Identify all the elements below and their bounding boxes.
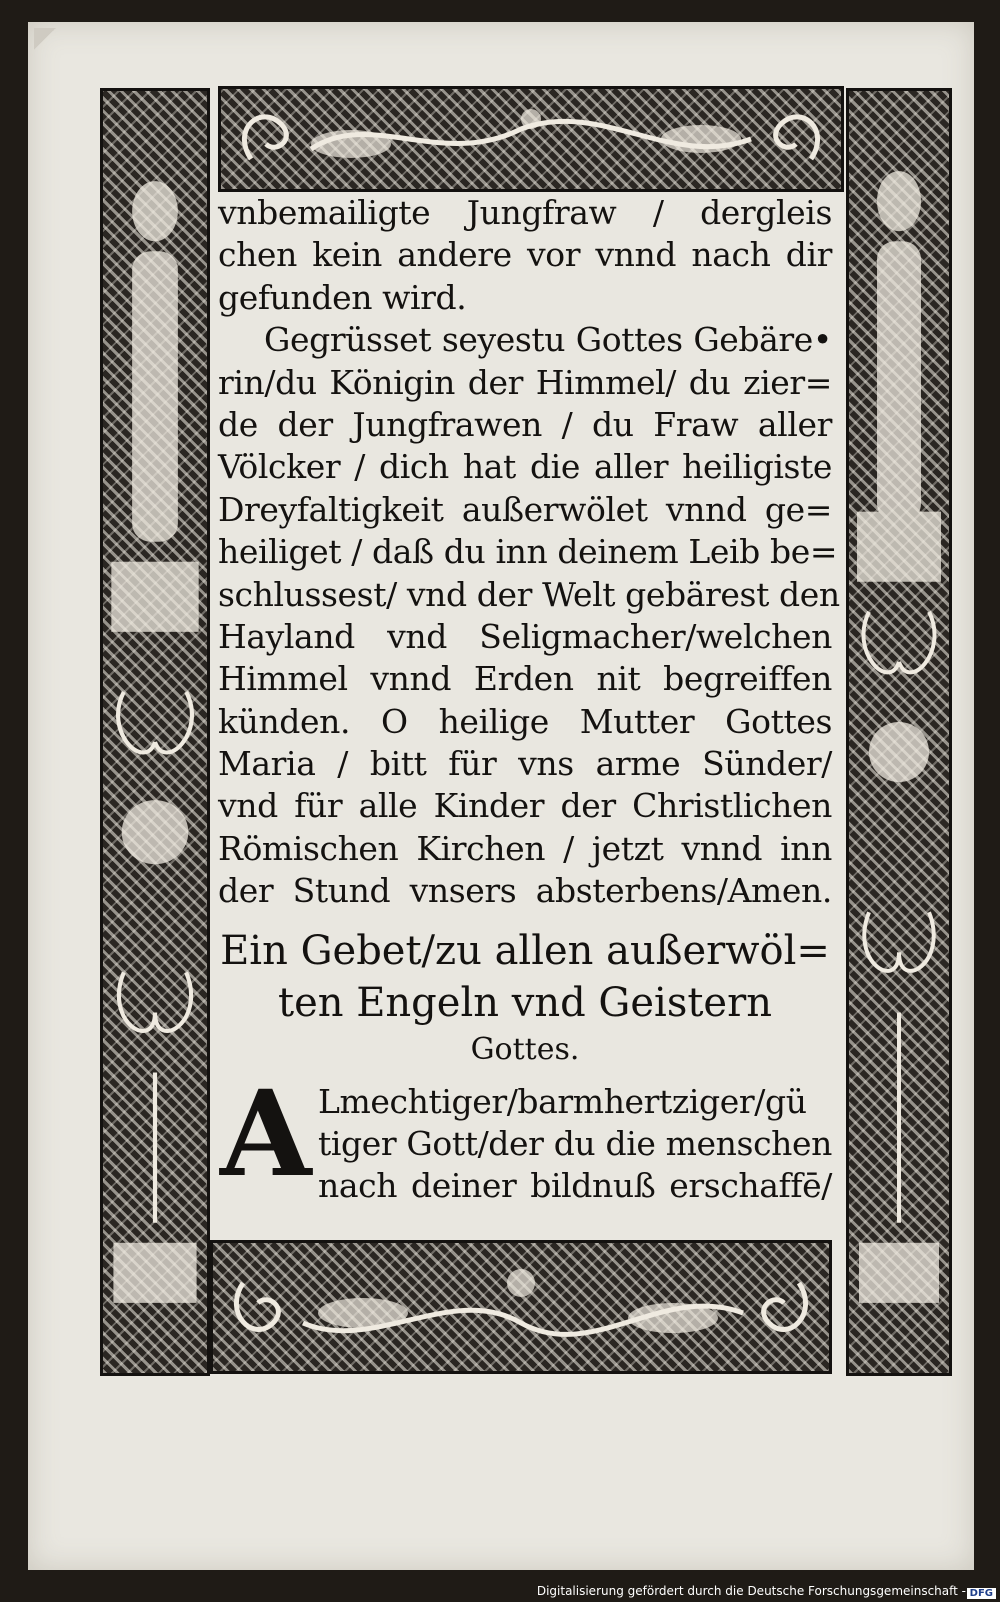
text-line: Himmel vnnd Erden nit begreiffen xyxy=(218,659,832,699)
text-line: der Stund vnsers absterbens/Amen. xyxy=(218,871,832,911)
text-line: Römischen Kirchen / jetzt vnnd inn xyxy=(218,828,832,868)
text-line: tiger Gott/der du die menschen xyxy=(318,1124,832,1164)
page-corner-fold xyxy=(34,28,56,50)
text-line: heiliget / daß du inn deinem Leib be= xyxy=(218,532,838,572)
text-line: nach deiner bildnuß erschaffē/ xyxy=(318,1166,832,1206)
page-text xyxy=(218,192,840,1208)
heading-line: Ein Gebet/zu allen außerwöl= xyxy=(220,927,830,974)
text-line: schlussest/ vnd der Welt gebärest den xyxy=(218,574,840,614)
text-line: Maria / bitt für vns arme Sünder/ xyxy=(218,744,832,784)
heading-line: ten Engeln vnd Geistern xyxy=(278,979,772,1026)
digitization-credit: Digitalisierung gefördert durch die Deutsche Forschungsgemeinschaft - xyxy=(536,1584,966,1598)
text-line: gefunden wird. xyxy=(218,277,467,317)
text-line: rin/du Königin der Himmel/ du zier= xyxy=(218,362,832,402)
paragraph-1 xyxy=(218,192,832,319)
text-line: vnd für alle Kinder der Christlichen xyxy=(218,786,832,826)
section-heading xyxy=(218,925,832,1071)
text-line: vnbemailigte Jungfraw / dergleis xyxy=(218,193,832,232)
text-line: Völcker / dich hat die aller heiligiste xyxy=(218,447,832,487)
paragraph-2 xyxy=(218,319,840,912)
heading-line: Gottes. xyxy=(470,1031,580,1067)
text-line: Hayland vnd Seligmacher/welchen xyxy=(218,616,832,656)
woodcut-border-right xyxy=(846,88,952,1376)
woodcut-border-bottom xyxy=(210,1240,832,1374)
text-line: de der Jungfrawen / du Fraw aller xyxy=(218,404,832,444)
text-line: künden. O heilige Mutter Gottes xyxy=(218,701,832,741)
text-line: Dreyfaltigkeit außerwölet vnnd ge= xyxy=(218,489,832,529)
woodcut-border-top xyxy=(218,86,844,192)
text-line: Gegrüsset seyestu Gottes Gebäre• xyxy=(264,320,832,360)
drop-cap-initial: A xyxy=(220,1063,312,1203)
woodcut-border-left xyxy=(100,88,210,1376)
paragraph-3 xyxy=(218,1063,832,1208)
text-line: Lmechtiger/barmhertziger/gü xyxy=(318,1081,807,1121)
text-line: chen kein andere vor vnnd nach dir xyxy=(218,235,832,275)
dfg-logo: DFG xyxy=(967,1588,996,1599)
